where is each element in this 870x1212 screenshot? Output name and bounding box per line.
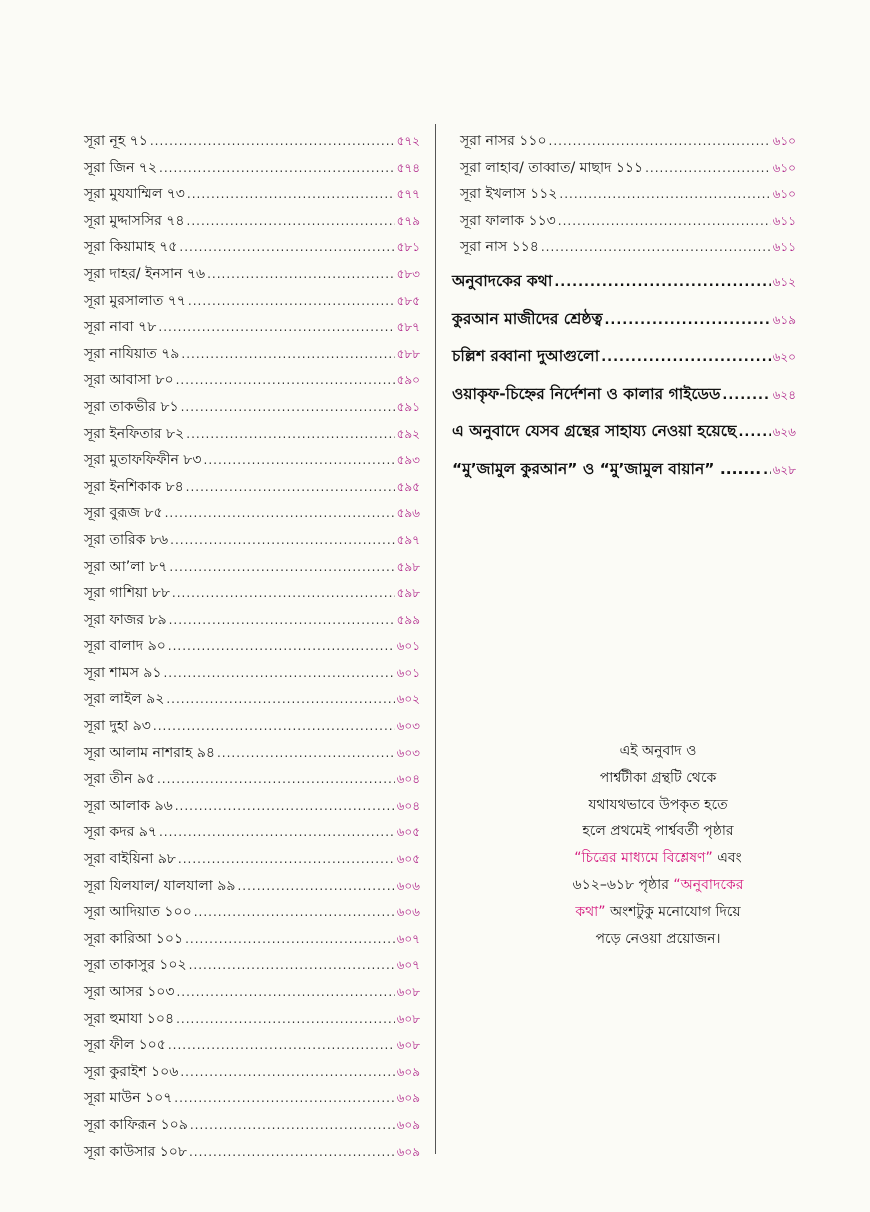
page-number: ৫৯৩ [396, 453, 420, 468]
entry-title: সূরা নাস ১১৪ [460, 239, 539, 256]
toc-entry[interactable] [452, 128, 796, 155]
dot-leader [150, 128, 395, 155]
dot-leader [181, 341, 394, 368]
dot-leader [194, 899, 395, 926]
entry-title: সূরা মাউন ১০৭ [84, 1090, 173, 1107]
dot-leader [763, 452, 771, 490]
entry-title: সূরা কাফিরূন ১০৯ [84, 1116, 188, 1133]
dot-leader [185, 926, 395, 953]
dot-leader [170, 527, 394, 554]
dot-leader [237, 873, 394, 900]
dot-leader [186, 474, 395, 501]
entry-title: সূরা ইনফিতার ৮২ [84, 425, 185, 442]
toc-entry[interactable] [84, 740, 420, 767]
toc-left-column [84, 128, 420, 1165]
toc-entry[interactable] [84, 873, 420, 900]
page-number: ৫৯৭ [396, 532, 420, 547]
page-number: ৬০৭ [396, 958, 420, 973]
entry-title: সূরা লাইল ৯২ [84, 691, 165, 708]
dot-leader [179, 234, 394, 261]
entry-title: সূরা আলাম নাশরাহ ৯৪ [84, 744, 215, 761]
note-line [528, 872, 788, 899]
toc-entry[interactable] [84, 288, 420, 315]
entry-title: সূরা নাযিয়াত ৭৯ [84, 345, 180, 362]
note-text: ৬১২–৬১৮ পৃষ্ঠার [572, 876, 674, 893]
page-number: ৫৮১ [396, 240, 420, 255]
page-number: ৫৭৯ [396, 213, 420, 228]
toc-entry[interactable] [452, 451, 796, 489]
page-number: ৫৭৪ [396, 160, 420, 175]
page-number: ৬০১ [396, 665, 420, 680]
section-list [452, 263, 796, 489]
entry-title: কুরআন মাজীদের শ্রেষ্ঠত্ব [452, 309, 603, 328]
toc-entry[interactable] [84, 181, 420, 208]
toc-entry[interactable] [84, 713, 420, 740]
page-number: ৬০৯ [396, 1064, 420, 1079]
dot-leader [163, 660, 394, 687]
toc-entry[interactable] [84, 394, 420, 421]
dot-leader [549, 128, 771, 155]
toc-entry[interactable] [84, 846, 420, 873]
dot-leader [168, 633, 395, 660]
note-highlight: “চিত্রের মাধ্যমে বিশ্লেষণ” [574, 850, 713, 867]
toc-entry[interactable] [84, 979, 420, 1006]
dot-leader [168, 1032, 395, 1059]
entry-title: “মু’জামুল কুরআন” ও “মু’জামুল বায়ান” ....... [452, 459, 762, 478]
note-line: হলে প্রথমেই পার্শ্ববর্তী পৃষ্ঠার [582, 823, 734, 840]
note-line: যথাযথভাবে উপকৃত হতে [588, 796, 728, 813]
note-line [528, 845, 788, 872]
entry-title: সূরা লাহাব/ তাব্বাত/ মাছাদ ১১১ [460, 159, 644, 176]
dot-leader [188, 288, 395, 315]
toc-entry[interactable] [84, 155, 420, 182]
dot-leader [738, 414, 770, 452]
page-number: ৬২৬ [772, 425, 796, 440]
dot-leader [187, 208, 395, 235]
toc-entry[interactable] [84, 926, 420, 953]
page-number: ৬০৫ [396, 825, 420, 840]
entry-title: সূরা ফালাক ১১৩ [460, 212, 556, 229]
toc-entry[interactable] [84, 447, 420, 474]
entry-title: সূরা দাহর/ ইনসান ৭৬ [84, 265, 206, 282]
entry-title: সূরা ইনশিকাক ৮৪ [84, 478, 184, 495]
page-number: ৫৮৭ [396, 320, 420, 335]
dot-leader [153, 713, 395, 740]
dot-leader [172, 580, 395, 607]
toc-entry[interactable] [84, 793, 420, 820]
dot-leader [176, 367, 395, 394]
entry-title: সূরা দুহা ৯৩ [84, 718, 151, 735]
entry-title: সূরা কারিআ ১০১ [84, 930, 184, 947]
dot-leader [559, 181, 770, 208]
dot-leader [722, 377, 770, 415]
page-number: ৫৯৮ [396, 586, 420, 601]
dot-leader [541, 234, 771, 261]
dot-leader [558, 208, 771, 235]
entry-title: সূরা গাশিয়া ৮৮ [84, 585, 170, 602]
page-number: ৬১০ [772, 187, 796, 202]
entry-title: সূরা আ’লা ৮৭ [84, 558, 168, 575]
page-number: ৬০৬ [396, 905, 420, 920]
toc-entry[interactable] [84, 952, 420, 979]
entry-title: সূরা বাইয়িনা ৯৮ [84, 851, 176, 868]
toc-entry[interactable] [452, 301, 796, 339]
dot-leader [176, 979, 394, 1006]
dot-leader [181, 394, 395, 421]
entry-title: সূরা শামস ৯১ [84, 664, 162, 681]
toc-entry[interactable] [84, 554, 420, 581]
toc-entry[interactable] [84, 500, 420, 527]
entry-title: সূরা ইখলাস ১১২ [460, 186, 558, 203]
dot-leader [157, 766, 395, 793]
page-number: ৬০৭ [396, 931, 420, 946]
toc-entry[interactable] [452, 413, 796, 451]
entry-title: ওয়াকৃফ-চিহ্নের নির্দেশনা ও কালার গাইডেড [452, 384, 721, 403]
page-number: ৬২০ [772, 350, 796, 365]
toc-entry[interactable] [84, 474, 420, 501]
toc-entry[interactable] [452, 376, 796, 414]
note-line: পড়ে নেওয়া প্রয়োজন। [595, 930, 721, 947]
note-line: এই অনুবাদ ও [619, 743, 697, 759]
page-number: ৬০৪ [396, 772, 420, 787]
page-number: ৫৯০ [396, 373, 420, 388]
page-number: ৬০৫ [396, 852, 420, 867]
page-number: ৫৯৮ [396, 559, 420, 574]
dot-leader [166, 686, 394, 713]
surah-list-right [452, 128, 796, 261]
page-number: ৬০৯ [396, 1144, 420, 1159]
page-number: ৫৭৭ [396, 187, 420, 202]
dot-leader [159, 819, 395, 846]
column-divider [435, 124, 436, 1154]
dot-leader [645, 155, 771, 182]
page-number: ৫৮৮ [396, 346, 420, 361]
entry-title: সূরা ফীল ১০৫ [84, 1037, 166, 1054]
toc-entry[interactable] [84, 208, 420, 235]
entry-title: সূরা নাবা ৭৮ [84, 319, 157, 336]
entry-title: সূরা তীন ৯৫ [84, 771, 155, 788]
toc-entry[interactable] [84, 1139, 420, 1166]
toc-entry[interactable] [84, 128, 420, 155]
toc-entry[interactable] [452, 181, 796, 208]
page-number: ৬০৮ [396, 1038, 420, 1053]
dot-leader [190, 1112, 395, 1139]
page-number: ৬০১ [396, 639, 420, 654]
entry-title: সূরা আবাসা ৮০ [84, 372, 174, 389]
entry-title: সূরা কদর ৯৭ [84, 824, 157, 841]
entry-title: অনুবাদকের কথা [452, 271, 553, 290]
dot-leader [204, 447, 395, 474]
toc-entry[interactable] [84, 1085, 420, 1112]
page-number: ৫৯১ [396, 399, 420, 414]
toc-entry[interactable] [84, 580, 420, 607]
note-line: পার্শ্বটীকা গ্রন্থটি থেকে [599, 769, 717, 786]
dot-leader [207, 261, 395, 288]
entry-title: সূরা মুতাফফিফীন ৮৩ [84, 452, 202, 469]
dot-leader [174, 1085, 394, 1112]
dot-leader [604, 302, 770, 340]
note-text: এবং [712, 850, 742, 867]
toc-entry[interactable] [452, 155, 796, 182]
entry-title: সূরা তাকভীর ৮১ [84, 398, 179, 415]
toc-entry[interactable] [84, 766, 420, 793]
page-number: ৫৮৩ [396, 266, 420, 281]
page-number: ৬১০ [772, 160, 796, 175]
toc-entry[interactable] [84, 367, 420, 394]
page-number: ৬০৮ [396, 985, 420, 999]
entry-title: সূরা মুরসালাত ৭৭ [84, 292, 186, 309]
dot-leader [175, 793, 395, 820]
entry-title: সূরা তারিক ৮৬ [84, 531, 169, 548]
toc-entry[interactable] [84, 607, 420, 634]
entry-title: সূরা মুযযাম্মিল ৭৩ [84, 186, 185, 203]
toc-entry[interactable] [84, 1006, 420, 1033]
dot-leader [165, 500, 395, 527]
entry-title: সূরা কুরাইশ ১০৬ [84, 1063, 179, 1080]
entry-title: সূরা আসর ১০৩ [84, 984, 175, 1000]
entry-title: এ অনুবাদে যেসব গ্রন্থের সাহায্য নেওয়া হয়েছে [452, 422, 737, 441]
dot-leader [158, 314, 394, 341]
dot-leader [554, 264, 770, 302]
toc-entry[interactable] [84, 1032, 420, 1059]
entry-title: সূরা আলাক ৯৬ [84, 797, 173, 814]
page-number: ৬০২ [396, 692, 420, 707]
note-highlight: কথা” [575, 903, 606, 920]
page-number: ৫৮৫ [396, 293, 420, 308]
page-number: ৬০৬ [396, 878, 420, 893]
page-number: ৬০৯ [396, 1091, 420, 1106]
page-number: ৬১১ [772, 213, 796, 228]
note-line [528, 899, 788, 926]
reading-note [528, 738, 788, 952]
entry-title: চল্লিশ রব্বানা দুআগুলো [452, 347, 600, 366]
page-number: ৫৯২ [396, 426, 420, 441]
page-number: ৬০৮ [396, 1011, 420, 1026]
toc-entry[interactable] [84, 341, 420, 368]
toc-entry[interactable] [84, 527, 420, 554]
dot-leader [601, 339, 770, 377]
dot-leader [176, 1006, 395, 1033]
page-number: ৬১২ [772, 274, 796, 289]
toc-entry[interactable] [84, 234, 420, 261]
page-number: ৫৯৯ [396, 612, 420, 627]
page-number: ৬১১ [772, 240, 796, 255]
toc-right-column [452, 128, 796, 489]
dot-leader [169, 607, 395, 634]
note-highlight: “অনুবাদকের [673, 876, 744, 893]
entry-title: সূরা মুদ্দাসসির ৭৪ [84, 212, 185, 229]
dot-leader [169, 554, 394, 581]
entry-title: সূরা বুরূজ ৮৫ [84, 505, 163, 522]
toc-entry[interactable] [84, 421, 420, 448]
toc-entry[interactable] [84, 314, 420, 341]
toc-entry[interactable] [84, 899, 420, 926]
dot-leader [189, 1139, 395, 1166]
dot-leader [189, 952, 395, 979]
entry-title: সূরা হুমাযা ১০৪ [84, 1010, 175, 1027]
page-number: ৬০৪ [396, 798, 420, 813]
dot-leader [180, 1059, 394, 1086]
dot-leader [178, 846, 395, 873]
toc-entry[interactable] [452, 263, 796, 301]
entry-title: সূরা যিলযাল/ যালযালা ৯৯ [84, 877, 236, 894]
toc-entry[interactable] [452, 208, 796, 235]
page-number: ৫৯৬ [396, 506, 420, 521]
dot-leader [217, 740, 395, 767]
page-number: ৬২৮ [772, 462, 796, 477]
page-number: ৬০৩ [396, 745, 420, 760]
entry-title: সূরা নূহ ৭১ [84, 133, 148, 149]
toc-entry[interactable] [84, 819, 420, 846]
entry-title: সূরা কাউসার ১০৮ [84, 1143, 187, 1160]
entry-title: সূরা ফাজর ৮৯ [84, 611, 167, 628]
page-number: ৬০৩ [396, 719, 420, 734]
toc-entry[interactable] [452, 338, 796, 376]
toc-entry[interactable] [452, 234, 796, 261]
dot-leader [187, 181, 395, 208]
dot-leader [186, 421, 394, 448]
toc-entry[interactable] [84, 686, 420, 713]
note-text: অংশটুকু মনোযোগ দিয়ে [605, 903, 741, 920]
toc-entry[interactable] [84, 1059, 420, 1086]
page-number: ৬২৪ [772, 387, 796, 402]
toc-entry[interactable] [84, 261, 420, 288]
entry-title: সূরা বালাদ ৯০ [84, 638, 166, 655]
toc-entry[interactable] [84, 633, 420, 660]
page-number: ৬১৯ [772, 312, 796, 327]
dot-leader [159, 155, 395, 182]
entry-title: সূরা কিয়ামাহ ৭৫ [84, 239, 178, 256]
toc-entry[interactable] [84, 1112, 420, 1139]
entry-title: সূরা জিন ৭২ [84, 159, 158, 176]
entry-title: সূরা নাসর ১১০ [460, 133, 547, 149]
page-number: ৫৯৫ [396, 479, 420, 494]
page-number: ৫৭২ [396, 134, 420, 148]
toc-entry[interactable] [84, 660, 420, 687]
page-number: ৬০৯ [396, 1117, 420, 1132]
entry-title: সূরা আদিয়াত ১০০ [84, 904, 192, 921]
page-number: ৬১০ [772, 134, 796, 148]
entry-title: সূরা তাকাসুর ১০২ [84, 957, 187, 974]
